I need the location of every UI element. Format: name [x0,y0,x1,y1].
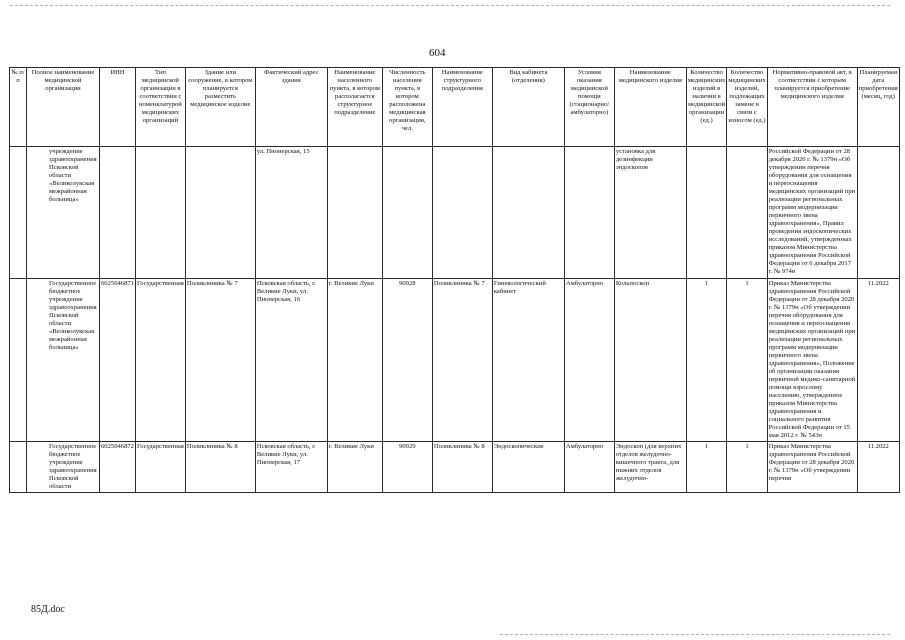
cell-address: Псковская область, г. Великие Луки, ул. Пионерская, 16 [255,278,327,442]
cell-qty-replace: 1 [727,442,767,493]
table-row [10,147,900,279]
cell-unit [432,147,492,279]
cell-locality [327,147,382,279]
cell-inn: 6025046872 [100,442,136,493]
cell-inn [100,147,136,279]
cell-qty-have: 1 [686,278,726,442]
header-type: Тип медицинской организации в соответствии с номенклатурой медицинских организаций [136,68,186,147]
cell-population: 90929 [382,442,432,493]
header-locality: Наименование населенного пункта, в котором располагается структурное подразделение [327,68,382,147]
cell-type: Государственная [136,278,186,442]
scan-edge-top [10,5,890,7]
cell-unit: Поликлиника № 8 [432,442,492,493]
cell-address: ул. Пионерская, 15 [255,147,327,279]
cell-date: 11.2022 [857,442,899,493]
cell-inn: 6025046871 [100,278,136,442]
cell-date: 11.2022 [857,278,899,442]
header-address: Фактический адрес здания [255,68,327,147]
cell-conditions: Амбулаторно [564,278,614,442]
header-org: Полное наименование медицинской организации [27,68,100,147]
cell-org: Государственное бюджетное учреждение здравоохранения Псковской области «Великолукская межрайонная больница» [27,278,100,442]
header-qty-have: Количество медицинских изделий в наличии в медицинской организации (ед.) [686,68,726,147]
cell-device: Кольпоскоп [614,278,686,442]
cell-cabinet [492,147,564,279]
header-unit: Наименование структурного подразделения [432,68,492,147]
cell-locality: г. Великие Луки [327,442,382,493]
header-conditions: Условия оказания медицинской помощи (стационарно/ амбулаторно) [564,68,614,147]
cell-type [136,147,186,279]
cell-population [382,147,432,279]
table-row [10,442,900,493]
cell-act: Приказ Министерства здравоохранения Российской Федерации от 28 декабря 2020 г. № 1379н «Об утверждении перечня [767,442,857,493]
page-number: 604 [429,47,446,59]
cell-num [10,147,27,279]
cell-conditions [564,147,614,279]
cell-device: установка для дезинфекции эндоскопов [614,147,686,279]
cell-act: Приказ Министерства здравоохранения Российской Федерации от 28 декабря 2020 г. № 1379н «Об утверждении перечня оборудования для оснащения и переоснащения медицинских организаций при реализации региональных программ модернизации первичного звена здравоохранения», Положение об организации оказания первичной медико-санитарной помощи взрослому населению, утвержденное приказом Министерства здравоохранения и социального развития Российской Федерации от 15 мая 2012 г. № 543н [767,278,857,442]
header-date: Планируемая дата приобретения (месяц, год) [857,68,899,147]
equipment-table [9,67,900,493]
cell-locality: г. Великие Луки [327,278,382,442]
header-device: Наименование медицинского изделия [614,68,686,147]
cell-org: Государственное бюджетное учреждение здравоохранения Псковской области [27,442,100,493]
cell-conditions: Амбулаторно [564,442,614,493]
cell-building [185,147,255,279]
table-row [10,278,900,442]
cell-type: Государственная [136,442,186,493]
cell-act: Российской Федерации от 28 декабря 2020 г. № 1379н «Об утверждении перечня оборудования для оснащения и переоснащения медицинских организаций при реализации региональных программ модернизации первичного звена здравоохранения», Правил проведения эндоскопических исследований, утвержденных приказом Министерства здравоохранения Российской Федерации от 6 декабря 2017 г. № 974н [767,147,857,279]
table-header-row [10,68,900,147]
cell-cabinet: Гинекологический кабинет [492,278,564,442]
cell-qty-have [686,147,726,279]
scan-edge-bottom [500,634,890,636]
header-num: № п/п [10,68,27,147]
cell-num [10,442,27,493]
cell-num [10,278,27,442]
header-building: Здание или сооружение, в котором планируется разместить медицинское изделие [185,68,255,147]
document-filename: 85Д.doc [31,604,65,615]
header-act: Нормативно-правовой акт, в соответствии с которым планируется приобретение медицинского изделия [767,68,857,147]
cell-date [857,147,899,279]
cell-qty-replace [727,147,767,279]
header-inn: ИНН [100,68,136,147]
cell-cabinet: Эндоскопические [492,442,564,493]
cell-population: 90928 [382,278,432,442]
cell-building: Поликлиника № 7 [185,278,255,442]
cell-device: Эндоскоп (для верхних отделов желудочно-кишечного тракта, для нижних отделов желудочно- [614,442,686,493]
cell-building: Поликлиника № 8 [185,442,255,493]
header-population: Численность населения пункта, в котором расположена медицинская организация, чел. [382,68,432,147]
cell-qty-replace: 1 [727,278,767,442]
cell-qty-have: 1 [686,442,726,493]
header-cabinet: Вид кабинета (отделения) [492,68,564,147]
cell-unit: Поликлиника № 7 [432,278,492,442]
cell-address: Псковская область, г. Великие Луки, ул. Пионерская, 17 [255,442,327,493]
cell-org: учреждение здравоохранения Псковской области «Великолукская межрайонная больница» [27,147,100,279]
header-qty-replace: Количество медицинских изделий, подлежащих замене в связи с износом (ед.) [727,68,767,147]
